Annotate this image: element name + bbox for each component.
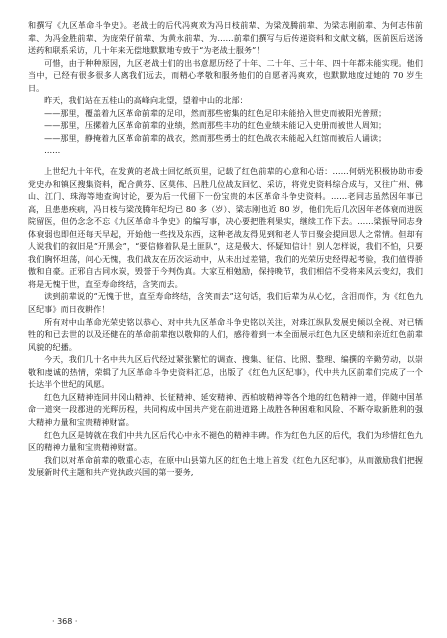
paragraph-1: 和撰写《九区革命斗争史》。老战士的后代冯爽欢为冯日枝前辈、为梁茂腾前辈、为梁志刚前辈、为何志伟前辈、为冯金胜前辈、为庞荣仔前辈、为黄永前辈、为……前辈们撰写与后传递资料和文献文稿，医前医后送汤送药和联系采访，几十年来无偿地默默地专致于“为老战士服务”！ <box>28 21 423 56</box>
paragraph-8: 上世纪九十年代，在发黄的老战士回忆纸页里，记载了红色前辈的心意和心语：……何炳光积极协助市委党史办和镇区搜集资料，配合黄芬、区莫伟、吕胜几位战友回忆、采访，将党史资料综合成与，又往广州、佛山、江门、珠海等地查询讨论，要为后一代留下一份宝贵的本区革命斗争史资料。……老同志虽然因年事已高，且患患疾病，冯日枝与梁茂腾年纪均已 80 多（岁）、梁志刚也近 80 岁，他们先后几次因年老体衰而进医院留医，但仍念念不忘《九区革命斗争史》的编写事，决心要把胜利果实，继续工作下去。……梁振导同志身体衰弱也即但还每天早起，开始他一些找及东西，这种老战友得见到和老人节日聚会提回思人之常情。但却有人说我们的叙旧是“开黑会”，“要信修着队是土匪队”，这是极大、怀疑知信计！别人怎样说，我们不怕，只要我们胸怀坦荡，问心无愧，我们战友在历次运动中，从未出过差错，我们的光荣历史经得起考验，我们值得骄傲和自豪。正邪自古同水炭，毁誉于今判伪真。大家互相勉励，保持晚节，我们相信不受将来风云变幻，我们将是无愧于世，直至寿命终结，含笑而去。 <box>28 167 423 289</box>
page-number: · 368 · <box>52 617 78 626</box>
paragraph-11: 今天，我们几十名中共九区后代经过紧张繁忙的调查、搜集、征信、比照、整理、编撰的辛勤劳动，以崇敬和虔诚的热情，荣辑了九区革命斗争史资料汇总，出版了《红色九区纪事》，代中共九区前辈们完成了一个长达半个世纪的风愿。 <box>28 355 423 390</box>
paragraph-6: ——那里，静掩着九区革命前辈的战衣，然而那些勇士的红色战衣未能起入红馆而被后人诵读； <box>44 133 387 143</box>
paragraph-4: ——那里，覆盖着九区革命前辈的足印，然而那些密集的红色足印未能拾入世史而被阳光普照； <box>44 108 387 118</box>
paragraph-14: 我们以对革命前辈的敬重心志，在原中山县第九区的红色土地上首发《红色九区纪事》，从而激励我们把握发展新时代主题和共产党执政兴国的第一要务, <box>28 455 423 478</box>
paragraph-10: 所有对中山革命光荣史铭以恭心、对中共九区革命斗争史铭以关注，对珠江纵队发展史倾以全视、对已牺牲的和已去世的以及还健在的革命前辈抱以敬仰的人们，感待着到一本全面展示红色九区史绩和亲近红色前辈风貌的纪播。 <box>28 317 423 352</box>
paragraph-12: 红色九区精神连同井冈山精神、长征精神、延安精神、西柏坡精神等各个地的红色精神一道，伴随中国革命一道突一段郡进的光辉历程，共同构成中国共产党在前进道路上战胜各种困难和风险、不断夺取新胜利的强大精神力量和宝贵精神财富。 <box>28 392 423 427</box>
document-body <box>28 20 423 600</box>
paragraph-separator <box>28 158 423 166</box>
paragraph-3: 昨天，我们站在五桂山的高峰向北望，望着中山的北部： <box>44 96 248 106</box>
paragraph-5: ——那里，压摞着九区革命前辈的业绩，然而那些丰功的红色业绩未能记入史册而被世人周知； <box>44 121 387 131</box>
paragraph-9: 读到前辈说的“无愧于世，直至寿命终结，含笑而去”这句话，我们后辈为从心忆，含泪而作，为《红色九区纪事》而日夜耕作！ <box>28 292 423 315</box>
paragraph-2: 可惜，由于种种原因，九区老战士们的出书意愿历经了十年、二十年、三十年、四十年都未能实现。他们当中，已经有很多很多人离我们远去，而精心孝敬和服务他们的自愿者冯爽欢，也默默地度过她的 70 岁生日。 <box>28 58 423 93</box>
paragraph-ellipsis: …… <box>44 146 61 156</box>
paragraph-13: 红色九区是铸就在我们中共九区后代心中永不褪色的精神丰碑。作为红色九区的后代，我们为珍惜红色九区的精神力量和宝贵精神财富。 <box>28 430 423 453</box>
